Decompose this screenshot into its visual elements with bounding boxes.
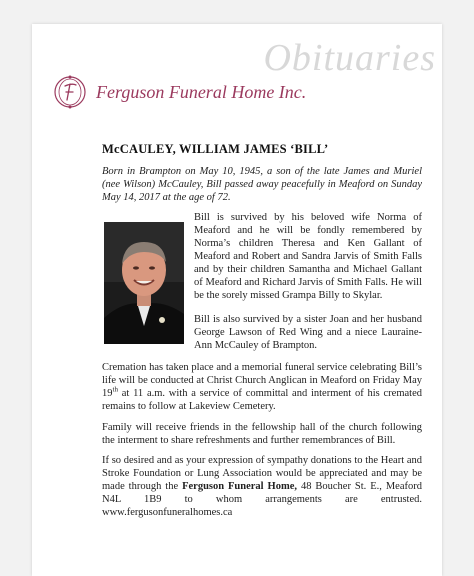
donations-paragraph <box>102 454 422 519</box>
donations-text-b: 48 Boucher St. E., Meaford N4L 1B9 to whom arrangements are entrusted. www.fergusonfuneralhomes.ca <box>102 481 422 518</box>
family-reception-paragraph: Family will receive friends in the fellowship hall of the church following the interment to share refreshments and further remembrances of Bill. <box>102 422 422 446</box>
survived-by-paragraph: Bill is survived by his beloved wife Norma of Meaford and he will be fondly remembered by Norma’s children Theresa and Ken Gallant of Meaford and Robert and Sandra Jarvis of Smith Falls and by their children Samantha and Michael Gallant of Meaford and Richard Jarvis of Smith Falls. He will be the sorely missed Grampa Billy to Skylar. <box>194 212 422 301</box>
donations-funeral-home: Ferguson Funeral Home, <box>182 481 297 492</box>
funeral-home-logo <box>52 74 306 110</box>
obituary-page <box>32 24 442 576</box>
funeral-home-emblem-icon <box>52 74 88 110</box>
sister-paragraph: Bill is also survived by a sister Joan and her husband George Lawson of Red Wing and a niece Lauraine-Ann McCauley of Brampton. <box>194 314 422 351</box>
memorial-service-text-b: at 11 a.m. with a service of committal and interment of his cremated remains to follow at Lakeview Cemetery. <box>102 388 422 412</box>
obituaries-watermark: Obituaries <box>263 37 436 79</box>
portrait-photo <box>104 222 184 344</box>
memorial-service-paragraph <box>102 361 422 413</box>
memorial-service-text-a: Cremation has taken place and a memorial funeral service celebrating Bill’s life will be conducted at Christ Church Anglican in Meaford on Friday May 19 <box>102 362 422 399</box>
obituary-intro: Born in Brampton on May 10, 1945, a son of the late James and Muriel (nee Wilson) McCauley, Bill passed away peacefully in Meaford on Sunday May 14, 2017 at the age of 72. <box>102 166 422 203</box>
deceased-name-heading: McCAULEY, WILLIAM JAMES ‘BILL’ <box>102 142 329 156</box>
donations-text-a: If so desired and as your expression of sympathy donations to the Heart and Stroke Foundation or Lung Association would be appreciated and may be made through the <box>102 455 422 492</box>
ordinal-suffix: th <box>112 385 118 394</box>
funeral-home-name: Ferguson Funeral Home Inc. <box>96 81 307 102</box>
